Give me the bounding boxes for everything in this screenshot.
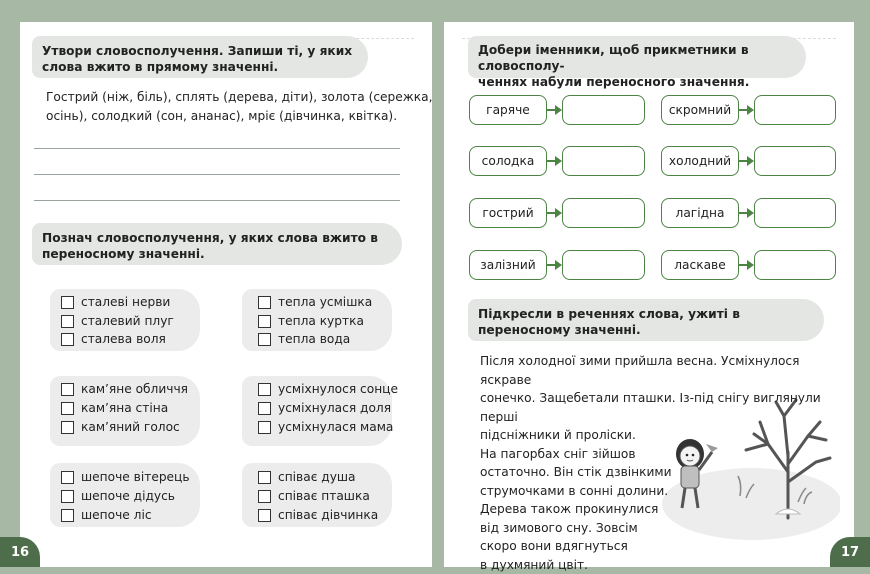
checkbox[interactable] xyxy=(258,333,271,346)
checkbox[interactable] xyxy=(258,402,271,415)
checkbox-item[interactable]: співає дівчинка xyxy=(258,506,378,524)
answer-box[interactable] xyxy=(754,198,836,228)
writing-line xyxy=(34,200,400,201)
arrow-right-icon xyxy=(739,207,755,219)
answer-box[interactable] xyxy=(754,95,836,125)
checkbox-item[interactable]: тепла усмішка xyxy=(258,293,372,311)
arrow-right-icon xyxy=(547,104,563,116)
text-line: сонечко. Защебетали пташки. Із-під снігу виглянули перші xyxy=(480,389,830,426)
text-line: в духмяний цвіт. xyxy=(480,556,830,574)
checkbox-item[interactable]: тепла вода xyxy=(258,330,350,348)
checkbox-item[interactable]: тепла куртка xyxy=(258,312,364,330)
checkbox-item[interactable]: сталева воля xyxy=(61,330,166,348)
task4-text xyxy=(480,352,830,574)
task2-instruction: Познач словосполучення, у яких слова вжито в переносному значенні. xyxy=(32,223,402,265)
adjective-box: лагідна xyxy=(661,198,739,228)
adjective-box: холодний xyxy=(661,146,739,176)
answer-box[interactable] xyxy=(562,95,645,125)
task3-instruction-line2: ченнях набули переносного значення. xyxy=(478,74,796,90)
checkbox-item[interactable]: шепоче вітерець xyxy=(61,468,190,486)
checkbox[interactable] xyxy=(258,421,271,434)
answer-box[interactable] xyxy=(754,146,836,176)
checkbox[interactable] xyxy=(61,333,74,346)
checkbox[interactable] xyxy=(61,471,74,484)
task3-instruction xyxy=(468,36,806,78)
checkbox-item[interactable]: шепоче дідусь xyxy=(61,487,175,505)
checkbox-item[interactable]: усміхнулася доля xyxy=(258,399,391,417)
checkbox-item[interactable]: кам’яна стіна xyxy=(61,399,168,417)
adjective-box: гаряче xyxy=(469,95,547,125)
adjective-box: ласкаве xyxy=(661,250,739,280)
checkbox[interactable] xyxy=(61,315,74,328)
checkbox[interactable] xyxy=(61,509,74,522)
page-number-right: 17 xyxy=(830,537,870,567)
arrow-right-icon xyxy=(739,259,755,271)
answer-box[interactable] xyxy=(562,198,645,228)
checkbox[interactable] xyxy=(258,296,271,309)
text-line: скоро вони вдягнуться xyxy=(480,537,830,556)
text-line: остаточно. Він стік дзвінкими xyxy=(480,463,830,482)
arrow-right-icon xyxy=(547,207,563,219)
task1-words-line1: Гострий (ніж, біль), сплять (дерева, діти), золота (сережка, xyxy=(46,88,432,107)
text-line: від зимового сну. Зовсім xyxy=(480,519,830,538)
writing-line xyxy=(34,174,400,175)
checkbox[interactable] xyxy=(61,383,74,396)
checkbox[interactable] xyxy=(258,490,271,503)
checkbox-item[interactable]: усміхнулося сонце xyxy=(258,380,398,398)
task4-instruction: Підкресли в реченнях слова, ужиті в переносному значенні. xyxy=(468,299,824,341)
checkbox[interactable] xyxy=(61,402,74,415)
text-line: На пагорбах сніг зійшов xyxy=(480,445,830,464)
checkbox-item[interactable]: співає пташка xyxy=(258,487,370,505)
answer-box[interactable] xyxy=(754,250,836,280)
checkbox-item[interactable]: кам’яний голос xyxy=(61,418,180,436)
checkbox[interactable] xyxy=(258,471,271,484)
text-line: підсніжники й проліски. xyxy=(480,426,830,445)
checkbox-item[interactable]: сталевий плуг xyxy=(61,312,174,330)
task3-instruction-line1: Добери іменники, щоб прикметники в словосполу- xyxy=(478,42,796,74)
checkbox-item[interactable]: сталеві нерви xyxy=(61,293,170,311)
checkbox-item[interactable]: кам’яне обличчя xyxy=(61,380,188,398)
adjective-box: гострий xyxy=(469,198,547,228)
arrow-right-icon xyxy=(739,155,755,167)
checkbox-item[interactable]: співає душа xyxy=(258,468,356,486)
writing-line xyxy=(34,148,400,149)
checkbox[interactable] xyxy=(61,490,74,503)
adjective-box: залізний xyxy=(469,250,547,280)
answer-box[interactable] xyxy=(562,250,645,280)
arrow-right-icon xyxy=(547,259,563,271)
checkbox[interactable] xyxy=(61,421,74,434)
checkbox[interactable] xyxy=(258,315,271,328)
checkbox-item[interactable]: усміхнулася мама xyxy=(258,418,393,436)
checkbox-item[interactable]: шепоче ліс xyxy=(61,506,152,524)
arrow-right-icon xyxy=(739,104,755,116)
text-line: Після холодної зими прийшла весна. Усміхнулося яскраве xyxy=(480,352,830,389)
arrow-right-icon xyxy=(547,155,563,167)
adjective-box: солодка xyxy=(469,146,547,176)
answer-box[interactable] xyxy=(562,146,645,176)
text-line: струмочками в сонні долини. xyxy=(480,482,830,501)
task1-words-line2: осінь), солодкий (сон, ананас), мріє (дівчинка, квітка). xyxy=(46,107,397,126)
adjective-box: скромний xyxy=(661,95,739,125)
text-line: Дерева також прокинулися xyxy=(480,500,830,519)
page-number-left: 16 xyxy=(0,537,40,567)
checkbox[interactable] xyxy=(61,296,74,309)
checkbox[interactable] xyxy=(258,509,271,522)
checkbox[interactable] xyxy=(258,383,271,396)
task1-instruction: Утвори словосполучення. Запиши ті, у яких слова вжито в прямому значенні. xyxy=(32,36,368,78)
